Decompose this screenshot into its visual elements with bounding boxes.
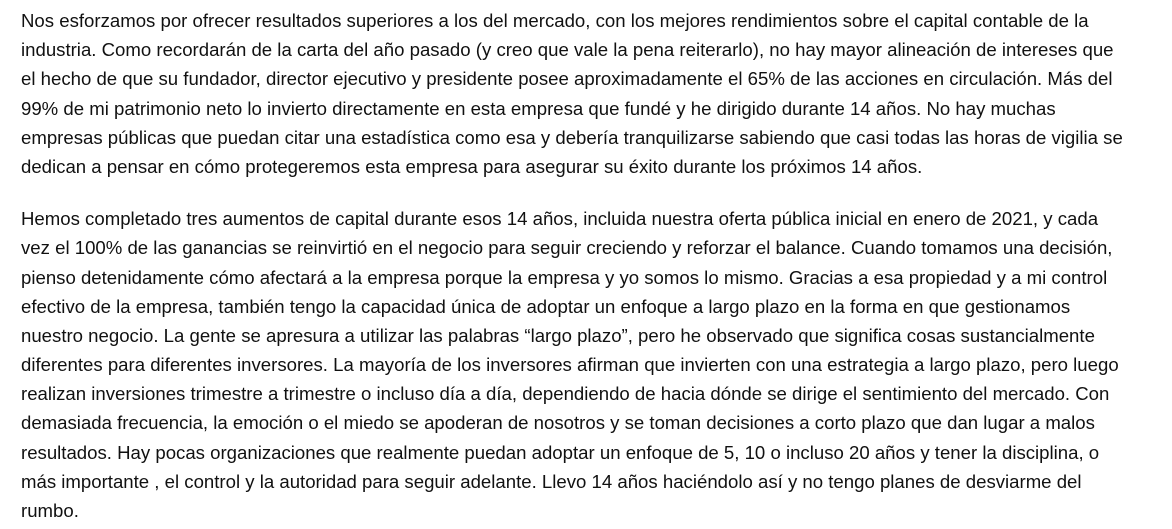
paragraph-line: dedican a pensar en cómo protegeremos esta empresa para asegurar su éxito durante los próximos 14 años. [21, 155, 923, 177]
paragraph-2 [21, 204, 1172, 525]
paragraph-line: diferentes para diferentes inversores. La mayoría de los inversores afirman que invierten con una estrategia a largo plazo, pero luego [21, 354, 1119, 376]
paragraph-1 [21, 6, 1172, 181]
paragraph-line: industria. Como recordarán de la carta del año pasado (y creo que vale la pena reiterarlo), no hay mayor alineación de intereses que [21, 39, 1114, 61]
paragraph-line: Nos esforzamos por ofrecer resultados superiores a los del mercado, con los mejores rendimientos sobre el capital contable de la [21, 10, 1089, 31]
paragraph-line: resultados. Hay pocas organizaciones que realmente puedan adoptar un enfoque de 5, 10 o incluso 20 años y tener la disciplina, o [21, 441, 1100, 463]
paragraph-line: 99% de mi patrimonio neto lo invierto directamente en esta empresa que fundé y he dirigido durante 14 años. No hay muchas [21, 97, 1056, 119]
paragraph-line: Hemos completado tres aumentos de capital durante esos 14 años, incluida nuestra oferta pública inicial en enero de 2021, y cada [21, 208, 1099, 230]
paragraph-line: el hecho de que su fundador, director ejecutivo y presidente posee aproximadamente el 65% de las acciones en circulación. Más del [21, 68, 1113, 90]
paragraph-line: más importante , el control y la autoridad para seguir adelante. Llevo 14 años haciéndolo así y no tengo planes de desviarme del [21, 470, 1082, 492]
paragraph-line: demasiada frecuencia, la emoción o el miedo se apoderan de nosotros y se toman decisiones a corto plazo que dan lugar a malos [21, 412, 1095, 434]
paragraph-line: nuestro negocio. La gente se apresura a utilizar las palabras “largo plazo”, pero he observado que significa cosas sustancialmente [21, 324, 1095, 346]
paragraph-spacer [21, 181, 1172, 204]
paragraph-line: realizan inversiones trimestre a trimestre o incluso día a día, dependiendo de hacia dónde se dirige el sentimiento del mercado. Con [21, 383, 1110, 405]
paragraph-line: efectivo de la empresa, también tengo la capacidad única de adoptar un enfoque a largo plazo en la forma en que gestionamos [21, 295, 1071, 317]
paragraph-line: pienso detenidamente cómo afectará a la empresa porque la empresa y yo somos lo mismo. Gracias a esa propiedad y a mi control [21, 266, 1108, 288]
paragraph-line: rumbo. [21, 500, 79, 521]
paragraph-line: vez el 100% de las ganancias se reinvirtió en el negocio para seguir creciendo y reforzar el balance. Cuando tomamos una decisión, [21, 237, 1113, 259]
paragraph-line: empresas públicas que puedan citar una estadística como esa y debería tranquilizarse sabiendo que casi todas las horas de vigilia se [21, 126, 1123, 148]
